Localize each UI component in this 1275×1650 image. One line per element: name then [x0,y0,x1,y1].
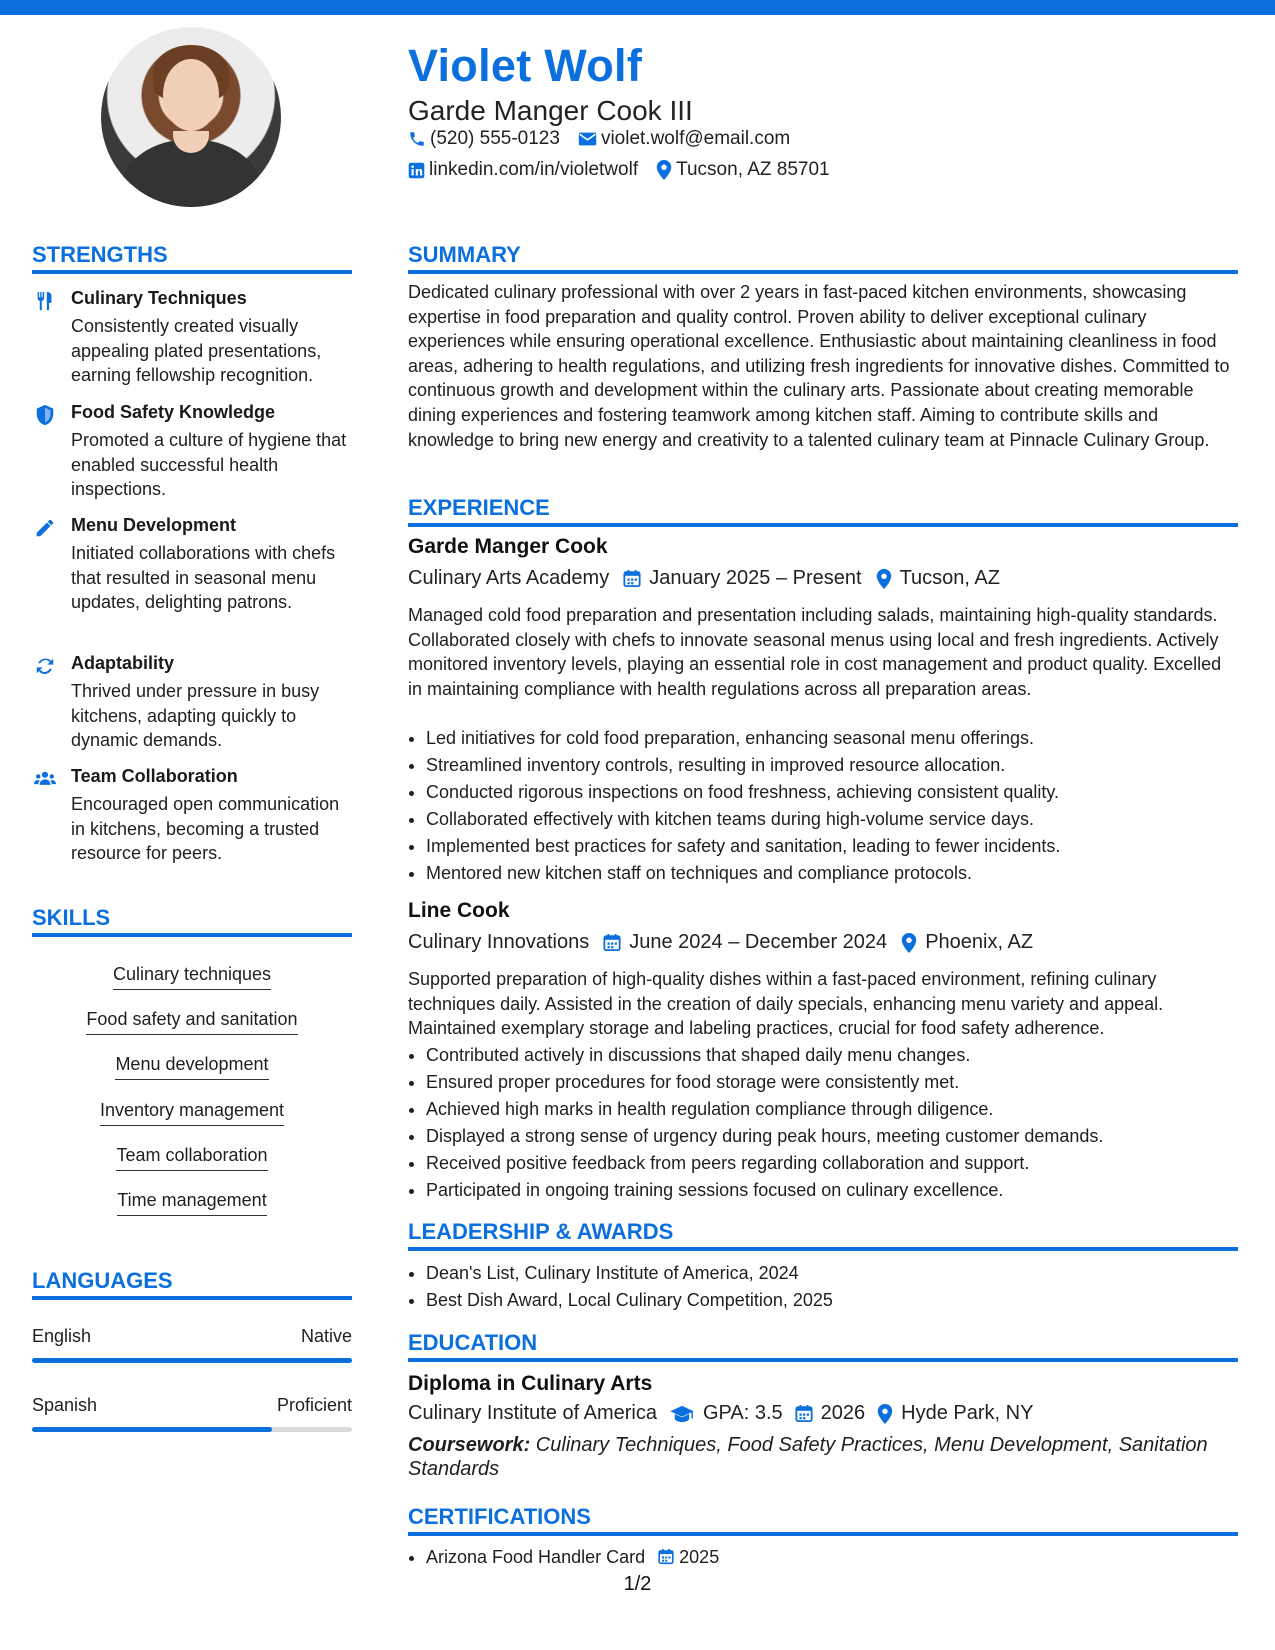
language-level: Native [300,1326,352,1346]
skill-label: Menu development [115,1054,268,1080]
skill-item [32,1054,352,1080]
sync-icon [34,655,56,677]
strength-desc: Consistently created visually appealing plated presentations, earning fellowship recognition. [71,316,322,385]
envelope-icon [578,131,597,147]
education-location [877,1402,1033,1425]
profile-photo [101,27,281,207]
map-pin-icon [656,160,672,180]
skill-label: Culinary techniques [113,964,271,990]
linkedin-icon [408,162,425,179]
coursework [408,1433,1228,1481]
calendar-icon [658,1548,674,1565]
gpa-text: GPA: 3.5 [703,1402,783,1424]
coursework-label: Coursework: [408,1434,531,1456]
job-location-text: Phoenix, AZ [925,931,1034,953]
pencil-icon [34,517,56,539]
job-location [876,567,1000,590]
shield-icon [34,404,56,426]
language-bar [32,1427,352,1432]
job-company: Culinary Innovations [408,931,590,953]
job-location-text: Tucson, AZ [899,567,1000,589]
contact-row-2 [408,159,848,181]
skill-label: Food safety and sanitation [86,1009,297,1035]
experience-heading: EXPERIENCE [408,495,1238,527]
degree-title: Diploma in Culinary Arts [408,1372,653,1395]
job-meta [408,931,1047,954]
education-year-text: 2026 [820,1402,866,1424]
certification-item [426,1545,1256,1572]
job-dates-text: June 2024 – December 2024 [629,931,888,953]
skills-heading: SKILLS [32,905,352,937]
award-item: • Dean's List, Culinary Institute of America, 2024 [426,1261,1256,1288]
candidate-name: Violet Wolf [408,40,643,91]
certification-name: Arizona Food Handler Card [426,1547,646,1567]
bullet-item: • Implemented best practices for safety and sanitation, leading to fewer incidents. [426,834,1256,861]
top-accent-bar [0,0,1275,15]
strength-desc: Initiated collaborations with chefs that resulted in seasonal menu updates, delighting patrons. [71,543,336,612]
job-location [901,931,1033,954]
bullet-item: • Contributed actively in discussions that shaped daily menu changes. [426,1043,1256,1070]
school-name: Culinary Institute of America [408,1402,657,1424]
awards-heading: LEADERSHIP & AWARDS [408,1219,1238,1251]
skill-item [32,1100,352,1126]
skill-item [32,964,352,990]
strength-title: Team Collaboration [71,766,238,786]
languages-heading: LANGUAGES [32,1268,352,1300]
awards-list [408,1261,1256,1315]
job-description: Managed cold food preparation and presentation including salads, maintaining high-quality standards. Collaborated closely with chefs to innovate seasonal menus using local and fresh ingredients. Actively monitored inventory levels, playing an essential role in cost management and product quality. Excelled in maintaining compliance with health regulations across all preparation areas. [408,605,1222,699]
calendar-icon [795,1404,813,1423]
strength-title: Menu Development [71,515,237,535]
coursework-text: Culinary Techniques, Food Safety Practices, Menu Development, Sanitation Standards [408,1434,1208,1480]
bullet-item: • Streamlined inventory controls, resulting in improved resource allocation. [426,753,1256,780]
strength-title: Food Safety Knowledge [71,402,276,422]
phone-text: (520) 555-0123 [430,128,560,149]
phone-contact[interactable] [408,128,560,150]
bullet-item: • Ensured proper procedures for food storage were consistently met. [426,1070,1256,1097]
education-location-text: Hyde Park, NY [901,1402,1034,1424]
map-pin-icon [876,569,892,589]
strength-title: Culinary Techniques [71,288,247,308]
certifications-list [408,1545,1256,1572]
language-bar [32,1358,352,1363]
skill-item [32,1190,352,1216]
job-bullets [408,1043,1256,1205]
language-name: English [32,1326,92,1346]
bullet-item: • Conducted rigorous inspections on food freshness, achieving consistent quality. [426,780,1256,807]
bullet-item: • Participated in ongoing training sessions focused on culinary excellence. [426,1178,1256,1205]
certification-year: 2025 [679,1547,720,1567]
language-bar-fill [32,1427,272,1432]
email-text: violet.wolf@email.com [600,128,791,149]
job-dates [603,931,887,954]
language-level: Proficient [276,1395,352,1415]
strength-title: Adaptability [71,653,175,673]
phone-icon [408,130,426,148]
skill-item [32,1145,352,1171]
utensils-icon [34,290,56,312]
education-meta [408,1402,1045,1425]
bullet-item: • Received positive feedback from peers regarding collaboration and support. [426,1151,1256,1178]
education-heading: EDUCATION [408,1330,1238,1362]
language-name: Spanish [32,1395,98,1415]
users-icon [34,768,56,790]
job-title: Garde Manger Cook [408,535,608,558]
strength-desc: Encouraged open communication in kitchens, becoming a trusted resource for peers. [71,794,340,863]
strength-desc: Thrived under pressure in busy kitchens, adapting quickly to dynamic demands. [71,681,320,750]
skill-item [32,1009,352,1035]
bullet-item: • Displayed a strong sense of urgency during peak hours, meeting customer demands. [426,1124,1256,1151]
job-dates-text: January 2025 – Present [649,567,862,589]
linkedin-contact[interactable] [408,159,638,181]
skill-label: Time management [117,1190,266,1216]
job-title: Line Cook [408,899,510,922]
gpa [669,1402,783,1425]
summary-text: Dedicated culinary professional with over 2 years in fast-paced kitchen environments, showcasing expertise in food preparation and quality control. Proven ability to deliver exceptional culinary experiences while ensuring operational excellence. Enthusiastic about maintaining cleanliness in food areas, adhering to health regulations, and utilizing fresh ingredients for innovative dishes. Committed to continuous growth and development within the culinary arts. Passionate about creating memorable dining experiences and fostering teamwork among kitchen staff. Aiming to contribute skills and knowledge to bring new energy and creativity to a talented culinary team at Pinnacle Culinary Group. [408,282,1230,450]
linkedin-text: linkedin.com/in/violetwolf [429,159,639,180]
bullet-item: • Achieved high marks in health regulation compliance through diligence. [426,1097,1256,1124]
bullet-item: • Led initiatives for cold food preparation, enhancing seasonal menu offerings. [426,726,1256,753]
summary-heading: SUMMARY [408,242,1238,274]
bullet-item: • Mentored new kitchen staff on techniques and compliance protocols. [426,861,1256,888]
graduation-cap-icon [669,1405,695,1423]
contact-row-1 [408,128,808,150]
map-pin-icon [901,933,917,953]
education-year [795,1402,866,1425]
job-bullets [408,726,1256,888]
job-company: Culinary Arts Academy [408,567,610,589]
job-dates [623,567,861,590]
email-contact[interactable] [578,128,790,150]
language-bar-fill [32,1358,352,1363]
job-description: Supported preparation of high-quality dishes within a fast-paced environment, refining culinary techniques daily. Assisted in the creation of daily specials, enhancing menu variety and appeal. Maintained exemplary storage and labeling practices, crucial for food safety adherence. [408,969,1164,1039]
candidate-title: Garde Manger Cook III [408,95,693,126]
calendar-icon [603,933,621,952]
page-number: 1/2 [623,1573,652,1595]
certifications-heading: CERTIFICATIONS [408,1504,1238,1536]
calendar-icon [623,569,641,588]
map-pin-icon [877,1404,893,1424]
strength-desc: Promoted a culture of hygiene that enabled successful health inspections. [71,430,347,499]
bullet-item: • Collaborated effectively with kitchen teams during high-volume service days. [426,807,1256,834]
skill-label: Inventory management [100,1100,284,1126]
strengths-heading: STRENGTHS [32,242,352,274]
award-item: • Best Dish Award, Local Culinary Competition, 2025 [426,1288,1256,1315]
job-meta [408,567,1014,590]
location-contact [656,159,830,181]
skill-label: Team collaboration [116,1145,267,1171]
location-text: Tucson, AZ 85701 [676,159,830,180]
